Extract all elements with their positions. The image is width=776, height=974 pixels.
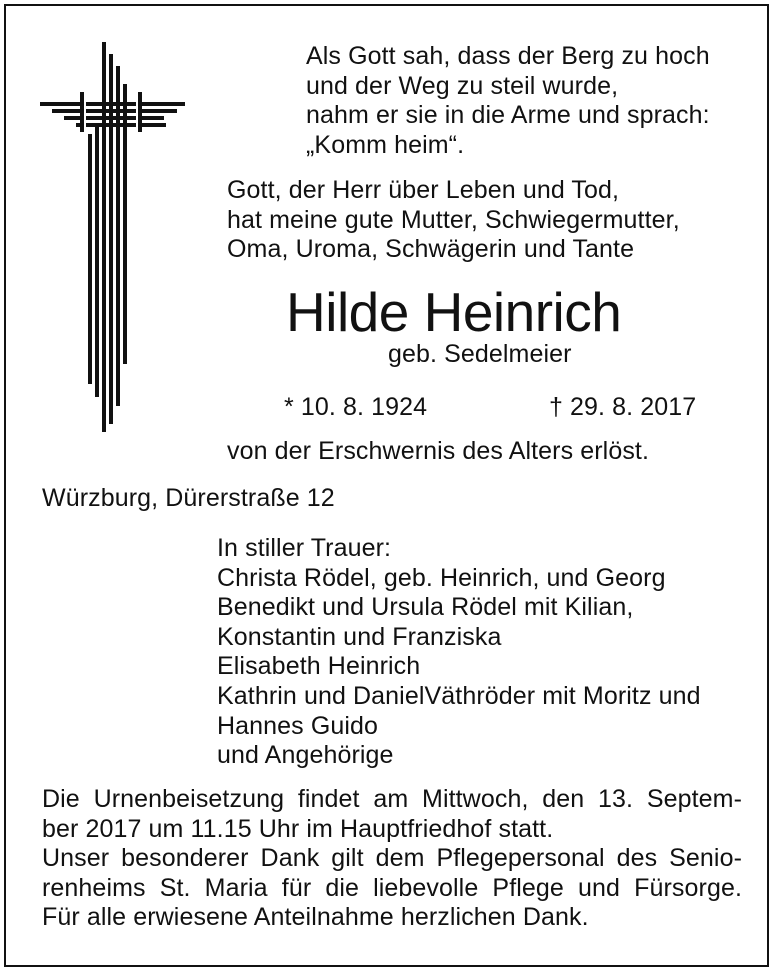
deceased-name: Hilde Heinrich bbox=[286, 281, 622, 343]
address-text: Würzburg, Dürerstraße 12 bbox=[42, 484, 335, 512]
closing-text bbox=[42, 785, 742, 933]
death-date: † 29. 8. 2017 bbox=[549, 393, 697, 421]
intro-line: Gott, der Herr über Leben und Tod, bbox=[227, 176, 620, 204]
mourners-list bbox=[217, 534, 701, 771]
intro-text bbox=[227, 176, 680, 265]
intro-line: hat meine gute Mutter, Schwiegermutter, bbox=[227, 205, 680, 234]
closing-line: Unser besonderer Dank gilt dem Pflegepersonal des Senio- bbox=[42, 844, 742, 873]
closing-line: Für alle erwiesene Anteilnahme herzlichen Dank. bbox=[42, 903, 589, 932]
closing-line: renheims St. Maria für die liebevolle Pflege und Fürsorge. bbox=[42, 873, 742, 902]
mourner-line: Hannes Guido bbox=[217, 711, 379, 740]
intro-line: Oma, Uroma, Schwägerin und Tante bbox=[227, 235, 635, 264]
mourner-line: Kathrin und DanielVäthröder mit Moritz und bbox=[217, 681, 701, 710]
cross-icon bbox=[40, 42, 185, 432]
closing-line: Die Urnenbeisetzung findet am Mittwoch, den 13. Septem- bbox=[42, 785, 742, 813]
mourner-line: und Angehörige bbox=[217, 741, 394, 770]
maiden-name: geb. Sedelmeier bbox=[388, 340, 572, 368]
closing-line: ber 2017 um 11.15 Uhr im Hauptfriedhof statt. bbox=[42, 814, 554, 843]
mourner-line: Benedikt und Ursula Rödel mit Kilian, bbox=[217, 593, 634, 622]
verse-line: und der Weg zu steil wurde, bbox=[306, 71, 619, 100]
verse-text bbox=[306, 42, 710, 160]
mourner-line: In stiller Trauer: bbox=[217, 534, 392, 562]
mourner-line: Elisabeth Heinrich bbox=[217, 652, 421, 681]
birth-date: * 10. 8. 1924 bbox=[284, 393, 428, 421]
released-text: von der Erschwernis des Alters erlöst. bbox=[227, 437, 650, 465]
verse-line: „Komm heim“. bbox=[306, 130, 465, 159]
verse-line: Als Gott sah, dass der Berg zu hoch bbox=[306, 42, 710, 70]
mourner-line: Konstantin und Franziska bbox=[217, 622, 502, 651]
verse-line: nahm er sie in die Arme und sprach: bbox=[306, 101, 710, 130]
mourner-line: Christa Rödel, geb. Heinrich, und Georg bbox=[217, 563, 666, 592]
